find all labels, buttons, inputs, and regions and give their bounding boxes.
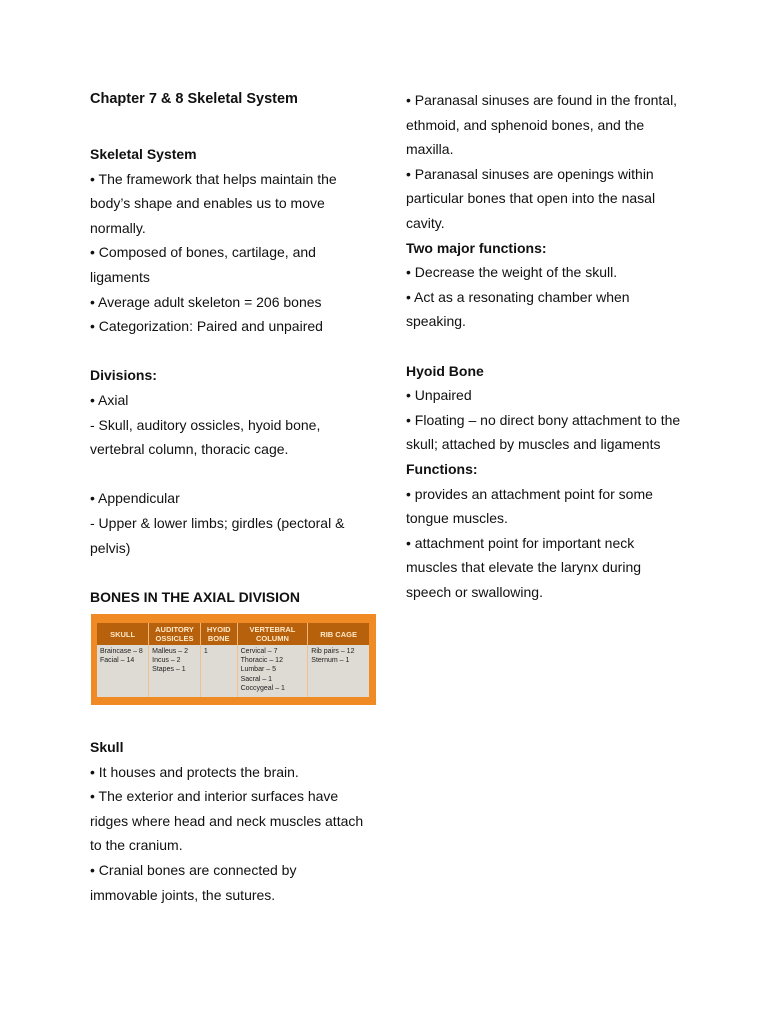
cell-line: Sternum – 1 — [311, 657, 350, 665]
table-cell-ossicles — [149, 645, 201, 697]
text-line: speaking. — [406, 313, 466, 330]
table-header: VERTEBRAL COLUMN — [237, 623, 308, 645]
text-line: tongue muscles. — [406, 510, 508, 527]
text-line: normally. — [90, 219, 146, 236]
skeletal-system-text — [90, 167, 375, 339]
text-line: • Average adult skeleton = 206 bones — [90, 293, 322, 310]
cell-line: Stapes – 1 — [152, 666, 186, 674]
divisions-heading: Divisions: — [90, 367, 157, 384]
text-line: • Paranasal sinuses are openings within — [406, 165, 654, 182]
text-line: • Paranasal sinuses are found in the frontal, — [406, 92, 678, 108]
functions-heading: Functions: — [406, 460, 478, 477]
spacer — [90, 339, 375, 364]
text-line: ligaments — [90, 268, 150, 285]
text-line: • Appendicular — [90, 490, 180, 507]
cell-line: Braincase – 8 — [100, 648, 143, 655]
text-line: cavity. — [406, 214, 445, 231]
text-line: • Decrease the weight of the skull. — [406, 264, 618, 281]
spacer — [90, 560, 375, 585]
cell-line: Rib pairs – 12 — [311, 648, 355, 655]
page-title: Chapter 7 & 8 Skeletal System — [90, 91, 298, 107]
text-line: • Act as a resonating chamber when — [406, 288, 630, 305]
text-line: • attachment point for important neck — [406, 534, 635, 551]
text-line: • Unpaired — [406, 387, 472, 404]
cell-line: Malleus – 2 — [152, 648, 188, 655]
cell-line: Incus – 2 — [152, 657, 181, 665]
cell-line: Coccygeal – 1 — [240, 684, 285, 692]
text-line: • The exterior and interior surfaces have — [90, 788, 339, 805]
cell-line: Sacral – 1 — [240, 675, 273, 683]
text-line: - Upper & lower limbs; girdles (pectoral & — [90, 514, 345, 531]
table-cell-skull — [97, 645, 149, 697]
text-line: speech or swallowing. — [406, 583, 543, 600]
text-line: to the cranium. — [90, 837, 183, 854]
skull-section — [90, 735, 375, 907]
table-cell-vertebral — [237, 645, 308, 697]
table-header: SKULL — [97, 623, 149, 645]
text-line: • Composed of bones, cartilage, and — [90, 244, 316, 261]
text-line: pelvis) — [90, 539, 131, 556]
axial-bones-table — [97, 623, 369, 697]
table-header: HYOID BONE — [200, 623, 237, 645]
text-line: • provides an attachment point for some — [406, 485, 653, 502]
skeletal-system-heading: Skeletal System — [90, 146, 197, 162]
text-line: muscles that elevate the larynx during — [406, 559, 642, 576]
table-header: RIB CAGE — [308, 623, 369, 645]
cell-line: 1 — [203, 648, 208, 655]
cell-line: Lumbar – 5 — [240, 666, 276, 674]
hyoid-bone-heading: Hyoid Bone — [406, 362, 484, 379]
right-column — [406, 88, 696, 604]
spacer — [406, 334, 696, 359]
text-line: • It houses and protects the brain. — [90, 763, 299, 780]
spacer — [90, 462, 375, 487]
text-line: immovable joints, the sutures. — [90, 886, 276, 903]
text-line: body’s shape and enables us to move — [90, 195, 325, 212]
text-line: • Cranial bones are connected by — [90, 861, 297, 878]
cell-line: Cervical – 7 — [240, 648, 278, 655]
cell-line: Thoracic – 12 — [240, 657, 283, 665]
left-column — [90, 142, 375, 609]
cell-line: Facial – 14 — [100, 657, 135, 665]
text-line: maxilla. — [406, 141, 454, 158]
text-line: skull; attached by muscles and ligaments — [406, 436, 661, 453]
axial-bones-heading: BONES IN THE AXIAL DIVISION — [90, 588, 301, 605]
two-major-functions-heading: Two major functions: — [406, 239, 547, 256]
axial-bones-table-image — [91, 614, 376, 705]
text-line: • Floating – no direct bony attachment to the — [406, 411, 681, 428]
table-header: AUDITORY OSSICLES — [149, 623, 201, 645]
text-line: ethmoid, and sphenoid bones, and the — [406, 116, 645, 133]
text-line: ridges where head and neck muscles attach — [90, 812, 364, 829]
table-cell-ribcage — [308, 645, 369, 697]
text-line: • The framework that helps maintain the — [90, 170, 337, 187]
text-line: • Axial — [90, 391, 129, 408]
text-line: vertebral column, thoracic cage. — [90, 441, 289, 458]
text-line: • Categorization: Paired and unpaired — [90, 318, 323, 335]
skull-heading: Skull — [90, 739, 124, 755]
text-line: - Skull, auditory ossicles, hyoid bone, — [90, 416, 321, 433]
text-line: particular bones that open into the nasal — [406, 190, 656, 207]
table-cell-hyoid — [200, 645, 237, 697]
